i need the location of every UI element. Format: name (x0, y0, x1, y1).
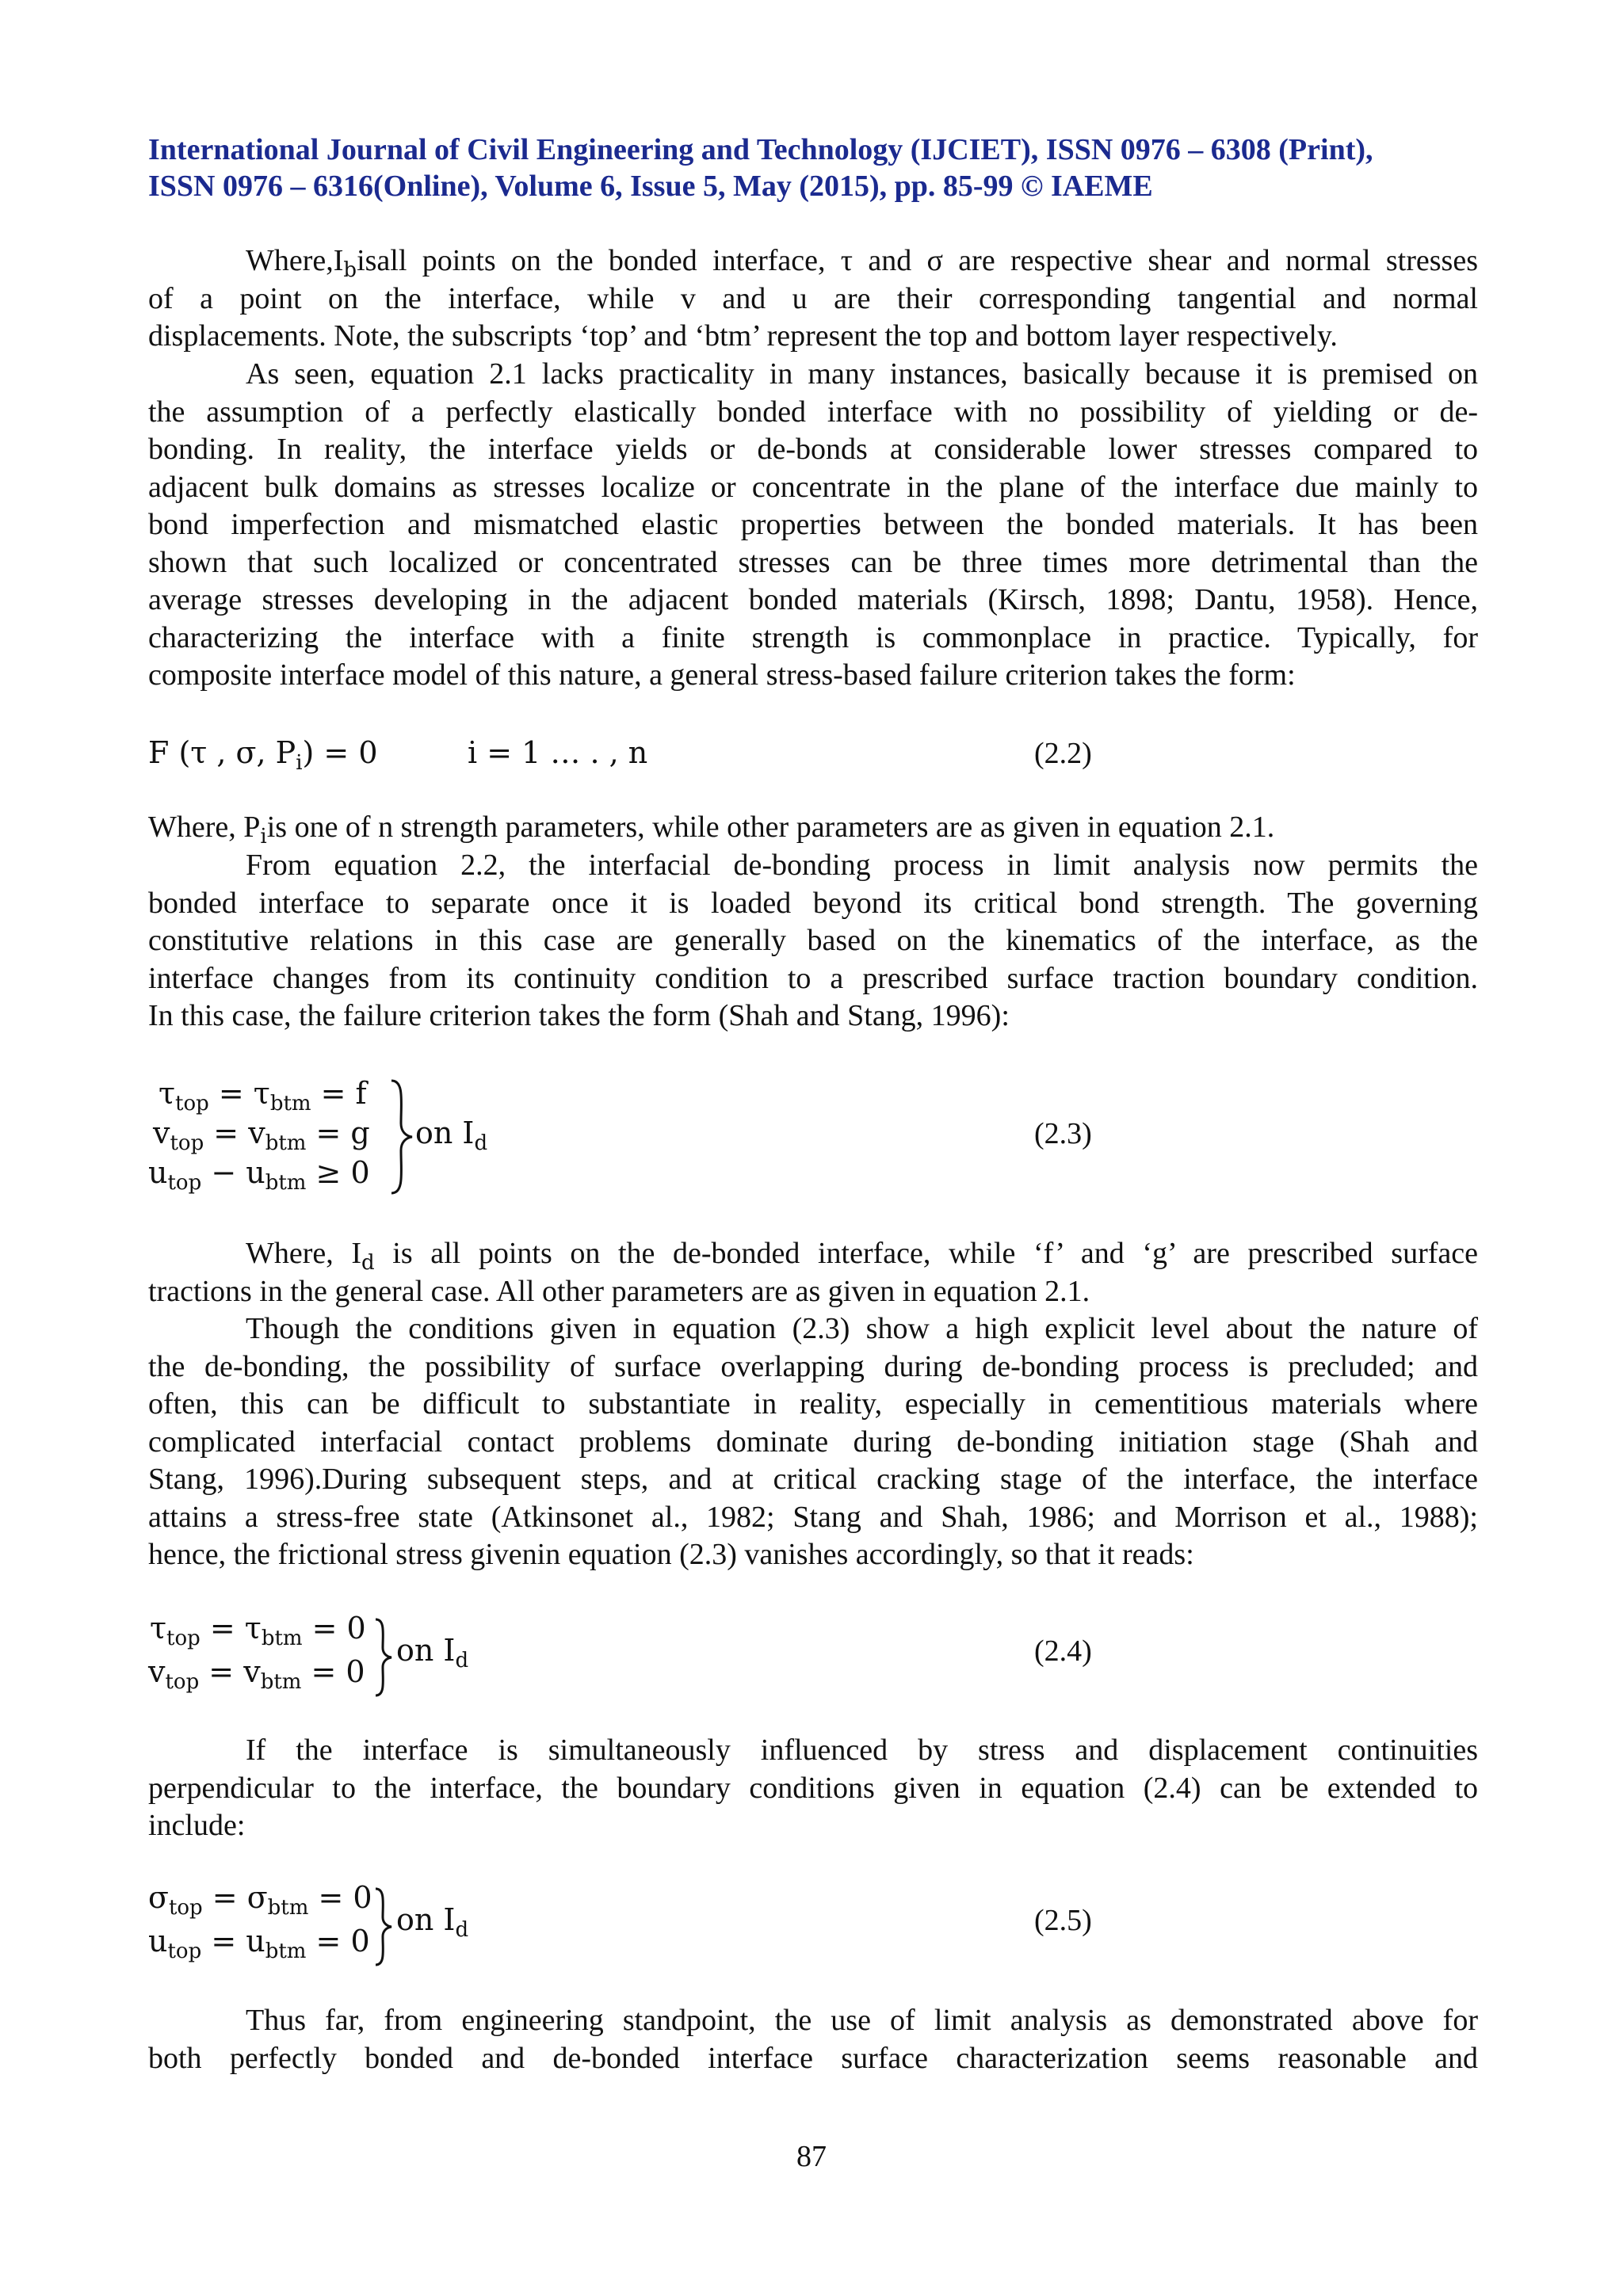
text-line: include: (148, 1809, 246, 1842)
equation-2-3-domain: on $I_d$ (415, 1116, 488, 1155)
paragraph-debonding-process (148, 847, 1478, 1035)
equation-row: $u_{top} - u_{btm} \ge 0$ (148, 1155, 370, 1195)
paragraph-surface-overlapping (148, 1310, 1478, 1574)
paragraph-equation-2-1-limits (148, 356, 1478, 695)
text-line: the de-bonding, the possibility of surface overlapping during de-bonding process is precluded; and (148, 1349, 1478, 1383)
page-number: 87 (796, 2140, 827, 2173)
text-line: bonding. In reality, the interface yields or de-bonds at considerable lower stresses compared to (148, 433, 1478, 466)
equation-number-2-2: (2.2) (1034, 737, 1092, 770)
text-line: tractions in the general case. All other parameters are as given in equation 2.1. (148, 1274, 1090, 1308)
running-header (148, 132, 1487, 204)
text-line: composite interface model of this nature, a general stress-based failure criterion takes the form: (148, 658, 1296, 692)
text-line: adjacent bulk domains as stresses localize or concentrate in the plane of the interface due mainly to (148, 470, 1478, 504)
text-line: hence, the frictional stress givenin equation (2.3) vanishes accordingly, so that it reads: (148, 1538, 1194, 1571)
text-line: often, this can be difficult to substantiate in reality, especially in cementitious materials where (148, 1387, 1478, 1421)
right-brace-icon (372, 1616, 396, 1699)
text-line: attains a stress-free state (Atkinsonet al., 1982; Stang and Shah, 1986; and Morrison et al., 1988); (148, 1500, 1478, 1534)
text-line: From equation 2.2, the interfacial de-bonding process in limit analysis now permits the (246, 849, 1478, 882)
text-line: complicated interfacial contact problems dominate during de-bonding initiation stage (Shah and (148, 1425, 1478, 1459)
equation-row: $v_{top} = v_{btm} = 0$ (148, 1654, 365, 1694)
text-line: both perfectly bonded and de-bonded interface surface characterization seems reasonable and (148, 2041, 1478, 2075)
paragraph-where-ib (148, 242, 1478, 356)
text-line: average stresses developing in the adjacent bonded materials (Kirsch, 1898; Dantu, 1958). Hence, (148, 583, 1478, 616)
text-line: interface changes from its continuity condition to a prescribed surface traction boundary condition. (148, 961, 1478, 995)
paragraph-thus-far (148, 2002, 1478, 2077)
text-line: Where, $P_iis$ one of n strength parameters, while other parameters are as given in equation 2.1. (148, 810, 1275, 849)
header-line-2: ISSN 0976 – 6316(Online), Volume 6, Issue 5, May (2015), pp. 85-99 © IAEME (148, 170, 1153, 203)
text-line: perpendicular to the interface, the boundary conditions given in equation (2.4) can be extended to (148, 1771, 1478, 1805)
text-line: constitutive relations in this case are generally based on the kinematics of the interface, as the (148, 924, 1478, 957)
text-line: Stang, 1996).During subsequent steps, and at critical cracking stage of the interface, the interface (148, 1463, 1478, 1496)
text-line: displacements. Note, the subscripts ‘top’ and ‘btm’ represent the top and bottom layer respectively. (148, 319, 1338, 353)
text-line: bond imperfection and mismatched elastic properties between the bonded materials. It has been (148, 508, 1478, 541)
text-line: In this case, the failure criterion takes the form (Shah and Stang, 1996): (148, 999, 1010, 1032)
paragraph-where-id (148, 1235, 1478, 1310)
equation-row: $u_{top} = u_{btm} = 0$ (148, 1924, 370, 1963)
text-line: shown that such localized or concentrated stresses can be three times more detrimental than the (148, 545, 1478, 579)
right-brace-icon (372, 1886, 396, 1968)
equation-row: $\tau_{top} = \tau_{btm} = f$ (158, 1076, 367, 1116)
equation-row: $\tau_{top} = \tau_{btm} = 0$ (150, 1611, 366, 1650)
header-line-1: International Journal of Civil Engineering and Technology (IJCIET), ISSN 0976 – 6308 (Print), (148, 133, 1373, 166)
equation-2-2-range: i = 1 … . , n (468, 735, 648, 770)
paragraph-where-pi (148, 809, 1478, 847)
text-line: $Where,I_bisall$ points on the bonded interface, τ and σ are respective shear and normal stresses (246, 244, 1478, 282)
text-line: Where, $I_d$ is all points on the de-bonded interface, while ‘f’ and ‘g’ are prescribed surface (246, 1237, 1478, 1275)
right-brace-icon (387, 1077, 418, 1196)
equation-2-5-domain: on $I_d$ (396, 1902, 469, 1942)
text-line: Though the conditions given in equation (2.3) show a high explicit level about the nature of (246, 1312, 1478, 1345)
text-line: If the interface is simultaneously influenced by stress and displacement continuities (246, 1733, 1478, 1767)
equation-row: $\sigma_{top} = \sigma_{btm} = 0$ (148, 1880, 372, 1920)
equation-number-2-5: (2.5) (1034, 1904, 1092, 1937)
equation-number-2-4: (2.4) (1034, 1634, 1092, 1668)
equation-row: $v_{top} = v_{btm} = g$ (153, 1116, 370, 1155)
text-line: As seen, equation 2.1 lacks practicality in many instances, basically because it is premised on (246, 357, 1478, 391)
text-line: bonded interface to separate once it is loaded beyond its critical bond strength. The governing (148, 886, 1478, 920)
equation-2-4-domain: on $I_d$ (396, 1633, 469, 1672)
text-line: characterizing the interface with a finite strength is commonplace in practice. Typically, for (148, 620, 1478, 654)
equation-2-2: F (τ , σ, $P_i) = 0$ (148, 735, 378, 775)
paragraph-simultaneous-influence (148, 1732, 1478, 1845)
equation-number-2-3: (2.3) (1034, 1117, 1092, 1150)
text-line: the assumption of a perfectly elastically bonded interface with no possibility of yielding or de- (148, 395, 1478, 429)
text-line: of a point on the interface, while v and u are their corresponding tangential and normal (148, 281, 1478, 315)
text-line: Thus far, from engineering standpoint, the use of limit analysis as demonstrated above for (246, 2004, 1478, 2037)
